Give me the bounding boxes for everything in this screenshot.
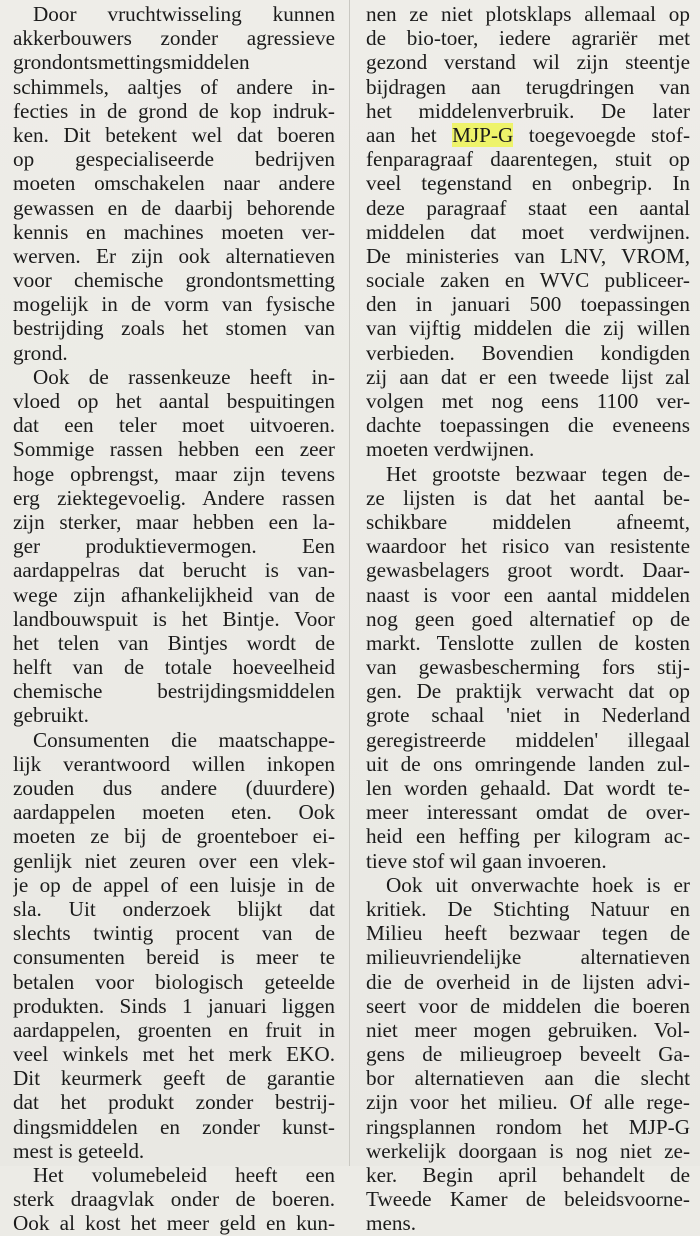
column-divider xyxy=(349,0,350,1166)
text-line: fenparagraaf daarentegen, stuit op xyxy=(366,147,690,172)
text-line: aardappelen moeten eten. Ook xyxy=(13,800,335,825)
text-line: mens. xyxy=(366,1211,417,1236)
text-line: dingsmiddelen en zonder kunst- xyxy=(13,1114,335,1139)
text-line: nen ze niet plotsklaps allemaal op xyxy=(366,2,690,26)
text-line: veel tegenstand en onbegrip. In xyxy=(366,171,690,196)
text-line: fecties in de grond de kop indruk- xyxy=(13,98,335,123)
text-line: veel winkels met het merk EKO. xyxy=(13,1042,335,1067)
text-line: sociale zaken en WVC publiceer- xyxy=(366,268,690,293)
text-line: grond. xyxy=(13,340,68,365)
text-line: Het volumebeleid heeft een xyxy=(33,1163,335,1187)
text-line: akkerbouwers zonder agressieve xyxy=(13,26,335,51)
highlighted-term: MJP-G xyxy=(452,122,514,147)
text-line: mest is geteeld. xyxy=(13,1138,145,1163)
text-line: sla. Uit onderzoek blijkt dat xyxy=(13,896,335,921)
text-line: grote schaal 'niet in Nederland xyxy=(366,703,690,728)
text-line: lijk verantwoord willen inkopen xyxy=(13,751,335,776)
text-line: Consumenten die maatschappe- xyxy=(33,727,335,752)
text-line: waardoor het risico van resistente xyxy=(366,534,690,559)
text-line: dachte toepassingen die eveneens xyxy=(366,413,690,438)
text-line: consumenten bereid is meer te xyxy=(13,945,335,970)
text-line: markt. Tenslotte zullen de kosten xyxy=(366,630,690,655)
article-column-right xyxy=(366,2,690,1236)
text-line: verbieden. Bovendien kondigden xyxy=(366,340,690,365)
text-line: vloed op het aantal bespuitingen xyxy=(13,389,335,413)
text-line: Door vruchtwisseling kunnen xyxy=(33,2,335,26)
text-line: gewassen en de daarbij behorende xyxy=(13,195,335,220)
text-line: gen. De praktijk verwacht dat op xyxy=(366,679,690,704)
text-line: Sommige rassen hebben een zeer xyxy=(13,437,335,462)
text-line: heid een heffing per kilogram ac- xyxy=(366,824,690,849)
text-line: den in januari 500 toepassingen xyxy=(366,292,690,317)
text-line: ze lijsten is dat het aantal be- xyxy=(366,485,690,510)
text-line: zouden dus andere (duurdere) xyxy=(13,776,335,800)
text-line: nog geen goed alternatief op de xyxy=(366,606,690,631)
text-line: kennis en machines moeten ver- xyxy=(13,219,335,244)
text-line: Ook uit onverwachte hoek is er xyxy=(386,872,690,897)
text-line: zijn voor het milieu. Of alle rege- xyxy=(366,1090,690,1115)
text-line: zijn sterker, maar hebben een la- xyxy=(13,509,335,534)
text-line: volgen met nog eens 1100 ver- xyxy=(366,389,690,413)
text-line: helft van de totale hoeveelheid xyxy=(13,655,335,680)
text-line: aardappelras dat berucht is van- xyxy=(13,558,335,583)
text-line: niet meer mogen gebruiken. Vol- xyxy=(366,1017,690,1042)
text-line: schikbare middelen afneemt, xyxy=(366,509,690,534)
text-line: seert voor de middelen die boeren xyxy=(366,993,690,1018)
text-line: van vijftig middelen die zij willen xyxy=(366,316,690,341)
text-line: gebruikt. xyxy=(13,703,89,728)
text-line: len worden gehaald. Dat wordt te- xyxy=(366,776,690,800)
text-segment: aan het xyxy=(366,122,453,147)
text-line: gezond verstand wil zijn steentje xyxy=(366,50,690,75)
article-column-left xyxy=(13,2,335,1236)
text-line: ker. Begin april behandelt de xyxy=(366,1163,690,1187)
text-line: aardappelen, groenten en fruit in xyxy=(13,1017,335,1042)
text-line: bijdragen aan terugdringen van xyxy=(366,74,690,99)
text-line: erg ziektegevoelig. Andere rassen xyxy=(13,485,335,510)
text-line: genlijk niet zeuren over een vlek- xyxy=(13,848,335,873)
text-line: produkten. Sinds 1 januari liggen xyxy=(13,993,335,1018)
text-line: hoge opbrengst, maar zijn tevens xyxy=(13,461,335,486)
text-line: het middelenverbruik. De later xyxy=(366,98,690,123)
text-line: chemische bestrijdingsmiddelen xyxy=(13,679,335,704)
text-line: betalen voor biologisch geteelde xyxy=(13,969,335,994)
text-line: voor chemische grondontsmetting xyxy=(13,268,335,293)
text-line: Milieu heeft bezwaar tegen de xyxy=(366,921,690,946)
text-line: die de overheid in de lijsten advi- xyxy=(366,969,690,994)
text-line: schimmels, aaltjes of andere in- xyxy=(13,74,335,99)
text-line: moeten verdwijnen. xyxy=(366,437,535,462)
text-line: kritiek. De Stichting Natuur en xyxy=(366,896,690,921)
text-line: deze paragraaf staat een aantal xyxy=(366,195,690,220)
text-line: meer interessant omdat de over- xyxy=(366,800,690,825)
text-line: de bio-toer, iedere agrariër met xyxy=(366,26,690,51)
text-line: geregistreerde middelen' illegaal xyxy=(366,727,690,752)
text-line: moeten omschakelen naar andere xyxy=(13,171,335,196)
text-line: mogelijk in de vorm van fysische xyxy=(13,292,335,317)
text-line: je op de appel of een luisje in de xyxy=(13,872,335,897)
text-line: grondontsmettingsmiddelen xyxy=(13,50,250,75)
text-line xyxy=(366,123,690,147)
text-line: moeten ze bij de groenteboer ei- xyxy=(13,824,335,849)
text-line: Ook al kost het meer geld en kun- xyxy=(13,1211,335,1236)
text-line: dat een teler moet uitvoeren. xyxy=(13,413,335,438)
text-segment: toegevoegde stof- xyxy=(513,122,690,147)
text-line: dat het produkt zonder bestrij- xyxy=(13,1090,335,1115)
text-line: Dit keurmerk geeft de garantie xyxy=(13,1066,335,1091)
text-line: Tweede Kamer de beleidsvoorne- xyxy=(366,1187,690,1212)
text-line: het telen van Bintjes wordt de xyxy=(13,630,335,655)
text-line: gens de milieugroep beveelt Ga- xyxy=(366,1042,690,1067)
text-line: werkelijk doorgaan is nog niet ze- xyxy=(366,1138,690,1163)
text-line: zij aan dat er een tweede lijst zal xyxy=(366,364,690,389)
text-line: bestrijding zoals het stomen van xyxy=(13,316,335,341)
text-line: ringsplannen rondom het MJP-G xyxy=(366,1114,690,1139)
text-line: uit de ons omringende landen zul- xyxy=(366,751,690,776)
text-line: wege zijn afhankelijkheid van de xyxy=(13,582,335,607)
text-line: sterk draagvlak onder de boeren. xyxy=(13,1187,335,1212)
text-line: landbouwspuit is het Bintje. Voor xyxy=(13,606,335,631)
text-line: werven. Er zijn ook alternatieven xyxy=(13,243,335,268)
text-line: naast is voor een aantal middelen xyxy=(366,582,690,607)
text-line: gewasbelagers groot wordt. Daar- xyxy=(366,558,690,583)
text-line: Ook de rassenkeuze heeft in- xyxy=(33,364,335,389)
text-line: tieve stof wil gaan invoeren. xyxy=(366,848,607,873)
text-line: milieuvriendelijke alternatieven xyxy=(366,945,690,970)
text-line: bor alternatieven aan die slecht xyxy=(366,1066,690,1091)
text-line: op gespecialiseerde bedrijven xyxy=(13,147,335,172)
text-line: slechts twintig procent van de xyxy=(13,921,335,946)
text-line: middelen dat moet verdwijnen. xyxy=(366,219,690,244)
text-line: ger produktievermogen. Een xyxy=(13,534,335,559)
text-line: ken. Dit betekent wel dat boeren xyxy=(13,122,335,147)
text-line: De ministeries van LNV, VROM, xyxy=(366,243,690,268)
text-line: Het grootste bezwaar tegen de- xyxy=(386,461,690,486)
text-line: van gewasbescherming fors stij- xyxy=(366,655,690,680)
